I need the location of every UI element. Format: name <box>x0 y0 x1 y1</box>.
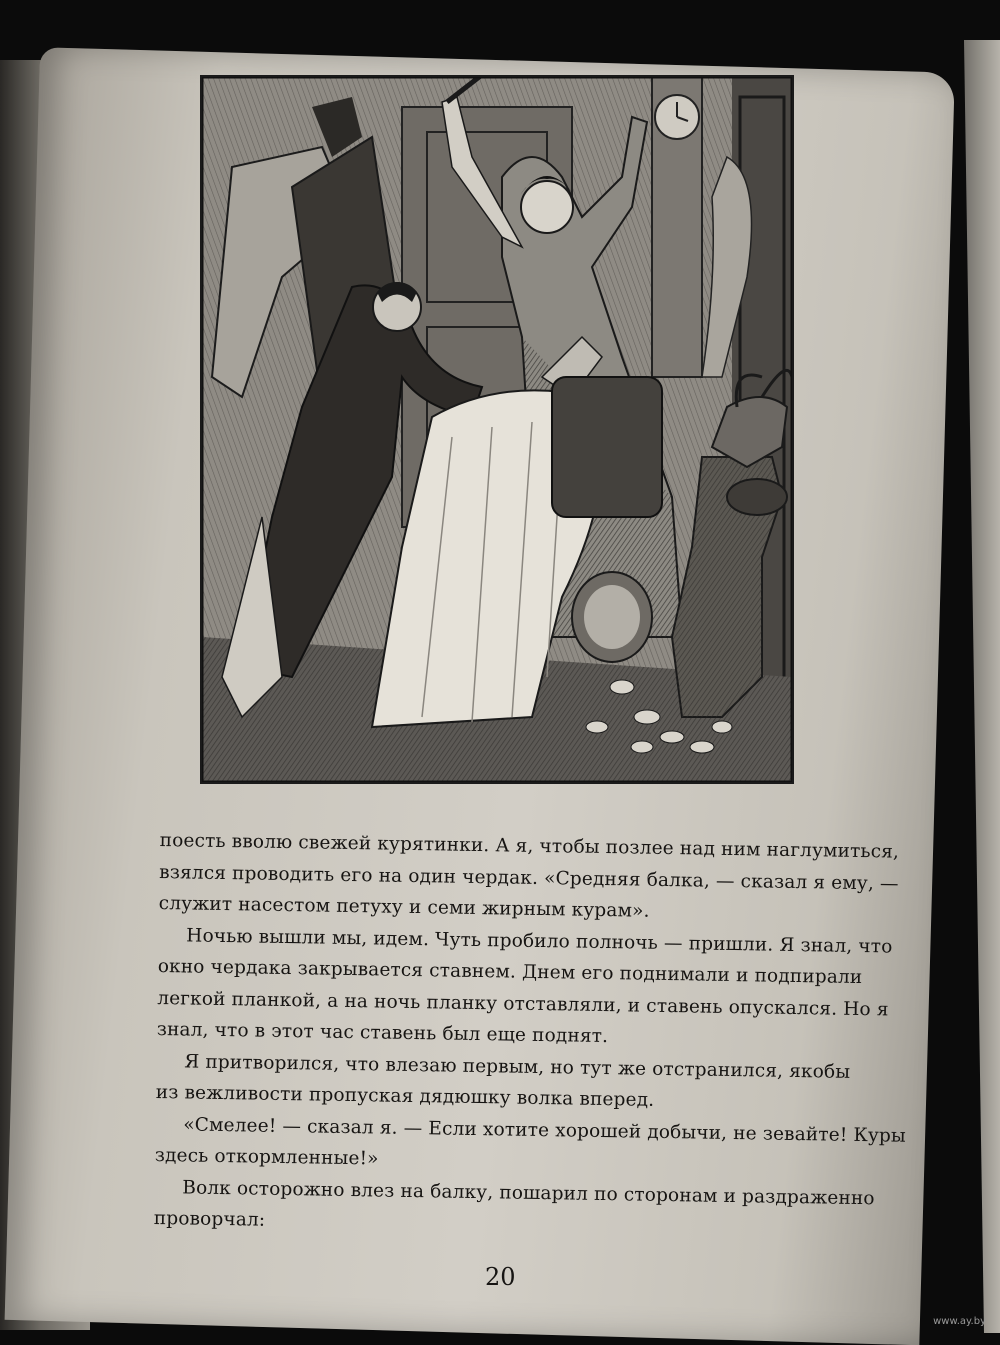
text-line: здесь откормленные!» <box>154 1144 379 1170</box>
text-line: проворчал: <box>153 1207 266 1231</box>
text-line: служит насестом петуху и семи жирным курам». <box>158 892 650 922</box>
engraving-drawing <box>202 77 792 782</box>
watermark: www.ay.by <box>933 1316 986 1327</box>
text-line: легкой планкой, а на ночь планку отставляли, и ставень опускался. Но я <box>157 987 889 1020</box>
text-line: знал, что в этот час ставень был еще поднят. <box>156 1018 609 1048</box>
text-line: Я притворился, что влезаю первым, но тут же отстранился, якобы <box>184 1050 851 1083</box>
text-line: Волк осторожно влез на балку, пошарил по сторонам и раздраженно <box>182 1176 875 1209</box>
text-line: поесть вволю свежей курятинки. А я, чтобы позлее над ним наглумиться, <box>159 829 900 863</box>
page-number: 20 <box>485 1263 516 1291</box>
text-line: из вежливости пропуская дядюшку волка вперед. <box>155 1081 655 1111</box>
text-line: окно чердака закрывается ставнем. Днем его поднимали и подпирали <box>157 955 863 989</box>
book-text <box>154 825 950 1247</box>
text-line: «Смелее! — сказал я. — Если хотите хорошей добычи, не зевайте! Куры <box>183 1113 907 1147</box>
text-line: взялся проводить его на один чердак. «Средняя балка, — сказал я ему, — <box>159 861 899 895</box>
text-line: Ночью вышли мы, идем. Чуть пробило полночь — пришли. Я знал, что <box>186 924 893 958</box>
engraving-illustration <box>200 75 794 784</box>
